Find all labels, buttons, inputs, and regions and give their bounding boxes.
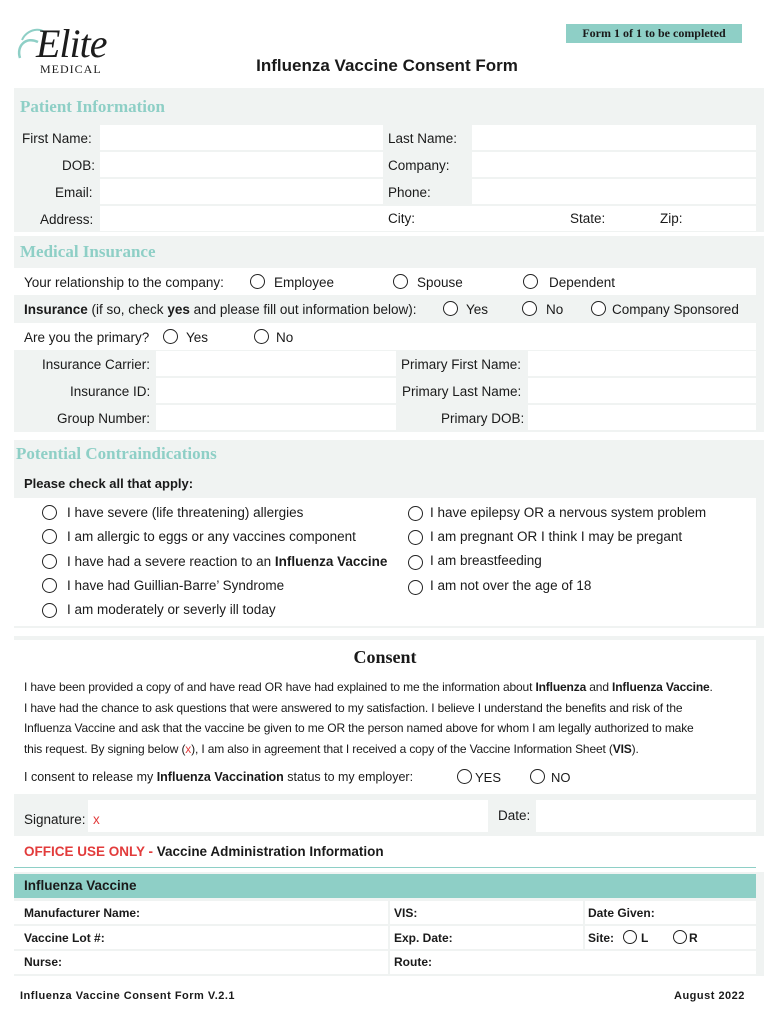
route-label: Route: xyxy=(394,955,432,969)
release-text xyxy=(24,770,413,784)
carrier-field[interactable] xyxy=(156,351,396,376)
signature-field[interactable] xyxy=(88,800,488,832)
site-left-label: L xyxy=(641,931,649,945)
insurance-mid: (if so, check xyxy=(87,302,168,317)
contra-heading: Potential Contraindications xyxy=(16,444,217,463)
city-label: City: xyxy=(388,211,415,226)
insurance-yes-radio[interactable] xyxy=(443,301,458,316)
form-badge: Form 1 of 1 to be completed xyxy=(566,24,742,43)
signature-label: Signature: xyxy=(24,812,86,827)
company-field[interactable] xyxy=(472,152,756,177)
office-band-title: Influenza Vaccine xyxy=(24,878,137,893)
group-field[interactable] xyxy=(156,405,396,430)
office-heading-black: Vaccine Administration Information xyxy=(156,844,384,859)
consent-p4-x: x xyxy=(185,741,192,756)
insurance-id-label: Insurance ID: xyxy=(70,384,151,399)
logo-subtext: MEDICAL xyxy=(40,62,102,76)
contra-epilepsy-radio[interactable] xyxy=(408,506,423,521)
logo xyxy=(14,18,124,78)
lot-label: Vaccine Lot #: xyxy=(24,931,105,945)
contra-ill: I am moderately or severly ill today xyxy=(67,602,276,617)
office-heading-red: OFFICE USE ONLY - xyxy=(24,844,157,859)
primary-label: Are you the primary? xyxy=(24,330,150,345)
contra-reaction-radio[interactable] xyxy=(42,554,57,569)
first-name-field[interactable] xyxy=(100,125,383,150)
primary-first-label: Primary First Name: xyxy=(401,357,522,372)
insurance-id-field[interactable] xyxy=(156,378,396,403)
consent-p4-b: ), I am also in agreement that I received a copy of the Vaccine Information Sheet ( xyxy=(191,741,613,756)
spouse-label: Spouse xyxy=(417,275,463,290)
primary-no-radio[interactable] xyxy=(254,329,269,344)
primary-dob-label: Primary DOB: xyxy=(441,411,525,426)
contra-allergies-radio[interactable] xyxy=(42,505,57,520)
state-label: State: xyxy=(570,211,606,226)
vis-label: VIS: xyxy=(394,906,418,920)
manufacturer-label: Manufacturer Name: xyxy=(24,906,141,920)
consent-line-2: I have had the chance to ask questions that were answered to my satisfaction. I believe I understand the benefits and risk of the xyxy=(24,700,683,715)
company-sponsored-label: Company Sponsored xyxy=(612,302,739,317)
contra-reaction-bold: Influenza Vaccine xyxy=(274,554,388,569)
primary-last-label: Primary Last Name: xyxy=(402,384,522,399)
consent-text xyxy=(24,677,764,759)
consent-p4-vis: VIS xyxy=(612,741,632,756)
signature-x: x xyxy=(93,812,100,827)
insurance-no-label: No xyxy=(546,302,564,317)
nurse-cell[interactable] xyxy=(14,951,388,974)
dob-label: DOB: xyxy=(62,158,96,173)
release-no-label: NO xyxy=(551,770,571,785)
primary-yes-radio[interactable] xyxy=(163,329,178,344)
consent-p1-b2: Influenza Vaccine xyxy=(612,680,710,694)
office-divider xyxy=(14,867,756,868)
logo-text: Elite xyxy=(36,21,107,66)
contra-instruction: Please check all that apply: xyxy=(24,476,194,491)
contra-breastfeeding-radio[interactable] xyxy=(408,555,423,570)
site-right-label: R xyxy=(689,931,698,945)
contra-ill-radio[interactable] xyxy=(42,603,57,618)
contra-age: I am not over the age of 18 xyxy=(430,578,592,593)
insurance-question xyxy=(24,302,416,317)
employee-label: Employee xyxy=(274,275,335,290)
contra-epilepsy: I have epilepsy OR a nervous system problem xyxy=(430,505,707,520)
group-label: Group Number: xyxy=(57,411,151,426)
contra-breastfeeding: I am breastfeeding xyxy=(430,553,542,568)
date-field[interactable] xyxy=(536,800,756,832)
primary-no-label: No xyxy=(276,330,294,345)
consent-line-4 xyxy=(24,739,764,760)
contra-eggs: I am allergic to eggs or any vaccines component xyxy=(67,529,356,544)
address-label: Address: xyxy=(40,212,94,227)
consent-p1-b1: Influenza xyxy=(535,680,587,694)
nurse-label: Nurse: xyxy=(24,955,63,969)
consent-line-1 xyxy=(24,677,764,698)
release-yes-label: YES xyxy=(475,770,502,785)
insurance-end: and please fill out information below): xyxy=(189,302,417,317)
employee-radio[interactable] xyxy=(250,274,265,289)
release-post: status to my employer: xyxy=(283,770,414,784)
contra-guillian-radio[interactable] xyxy=(42,578,57,593)
contra-eggs-radio[interactable] xyxy=(42,529,57,544)
primary-last-field[interactable] xyxy=(528,378,756,403)
contra-pregnant-radio[interactable] xyxy=(408,530,423,545)
insurance-heading: Medical Insurance xyxy=(20,242,156,261)
site-left-radio[interactable] xyxy=(623,930,637,944)
primary-dob-field[interactable] xyxy=(528,405,756,430)
last-name-field[interactable] xyxy=(472,125,756,150)
exp-label: Exp. Date: xyxy=(394,931,453,945)
dependent-radio[interactable] xyxy=(523,274,538,289)
consent-p4-a: this request. By signing below ( xyxy=(24,741,186,756)
address-field[interactable] xyxy=(100,206,756,231)
page-title: Influenza Vaccine Consent Form xyxy=(256,56,518,75)
insurance-yes-word: yes xyxy=(167,302,190,317)
footer-left: Influenza Vaccine Consent Form V.2.1 xyxy=(20,990,236,1002)
site-label: Site: xyxy=(588,931,615,945)
first-name-label: First Name: xyxy=(22,131,92,146)
consent-p4-c: ). xyxy=(631,741,639,756)
insurance-no-radio[interactable] xyxy=(522,301,537,316)
contra-reaction xyxy=(67,554,387,569)
release-pre: I consent to release my xyxy=(24,770,157,784)
consent-p1-and: and xyxy=(586,680,613,694)
contra-pregnant: I am pregnant OR I think I may be pregant xyxy=(430,529,683,544)
email-field[interactable] xyxy=(100,179,383,204)
site-right-radio[interactable] xyxy=(673,930,687,944)
email-label: Email: xyxy=(55,185,93,200)
contra-guillian: I have had Guillian-Barre’ Syndrome xyxy=(67,578,285,593)
relationship-label: Your relationship to the company: xyxy=(24,275,224,290)
primary-yes-label: Yes xyxy=(186,330,209,345)
date-label: Date: xyxy=(498,808,531,823)
phone-label: Phone: xyxy=(388,185,431,200)
carrier-label: Insurance Carrier: xyxy=(42,357,151,372)
insurance-yes-label: Yes xyxy=(466,302,489,317)
company-sponsored-radio[interactable] xyxy=(591,301,606,316)
phone-field[interactable] xyxy=(472,179,756,204)
spouse-radio[interactable] xyxy=(393,274,408,289)
vis-cell[interactable] xyxy=(390,901,583,924)
consent-p1: I have been provided a copy of and have read OR have had explained to me the information about xyxy=(24,680,536,694)
footer-right: August 2022 xyxy=(674,990,745,1002)
office-heading xyxy=(24,844,384,859)
company-label: Company: xyxy=(388,158,450,173)
route-cell[interactable] xyxy=(390,951,756,974)
zip-label: Zip: xyxy=(660,211,683,226)
release-no-radio[interactable] xyxy=(530,769,545,784)
contra-age-radio[interactable] xyxy=(408,580,423,595)
patient-heading: Patient Information xyxy=(20,97,165,116)
dependent-label: Dependent xyxy=(549,275,616,290)
primary-first-field[interactable] xyxy=(528,351,756,376)
consent-line-3: Influenza Vaccine and ask that the vaccine be given to me OR the person named above for whom I am legally authorized to make xyxy=(24,721,694,735)
insurance-word: Insurance xyxy=(24,302,88,317)
date-given-label: Date Given: xyxy=(588,906,655,920)
contra-reaction-text: I have had a severe reaction to an xyxy=(67,554,275,569)
last-name-label: Last Name: xyxy=(388,131,458,146)
consent-p1-end: . xyxy=(709,680,713,694)
release-yes-radio[interactable] xyxy=(457,769,472,784)
dob-field[interactable] xyxy=(100,152,383,177)
consent-heading: Consent xyxy=(353,647,417,667)
contra-allergies: I have severe (life threatening) allergies xyxy=(67,505,304,520)
release-bold: Influenza Vaccination xyxy=(156,770,284,784)
